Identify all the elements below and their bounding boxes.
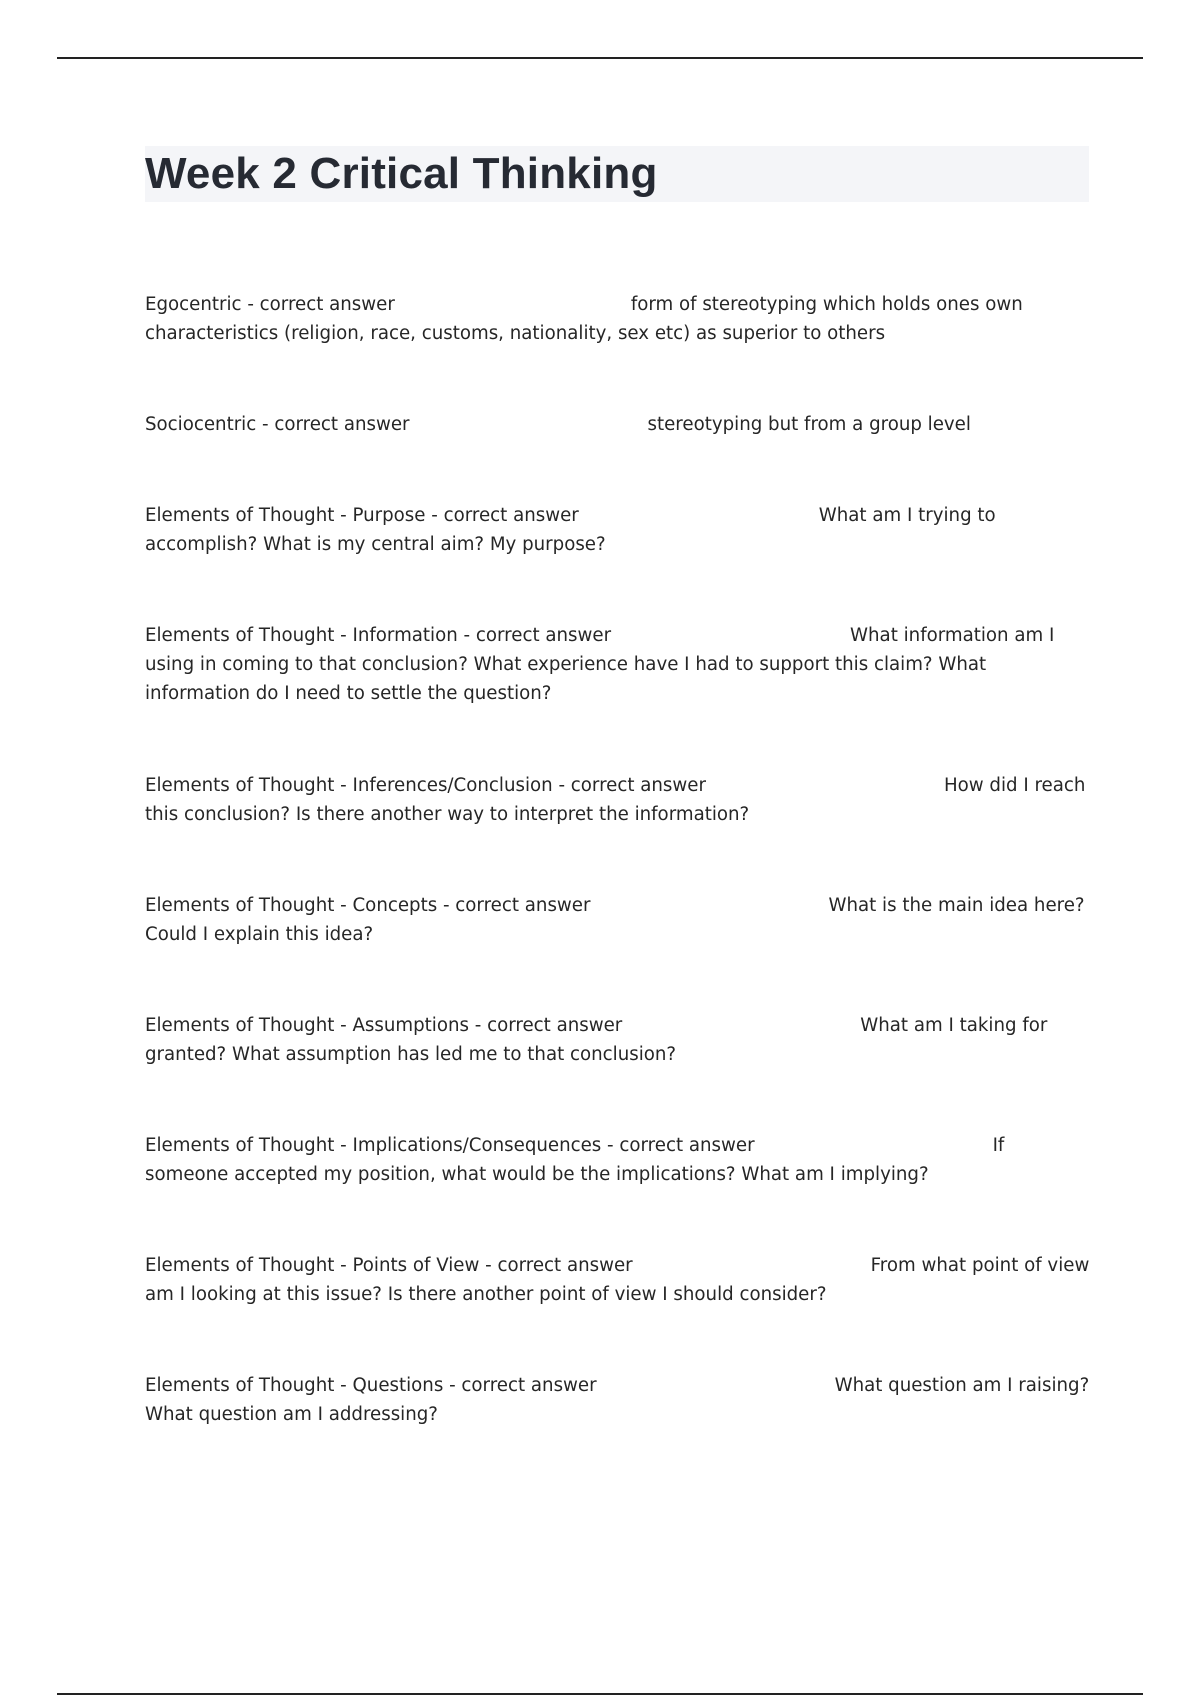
card-term: Elements of Thought - Implications/Consequences - correct answer [145,1135,755,1156]
card-term: Elements of Thought - Purpose - correct answer [145,505,579,526]
card-definition: What am I taking for granted? What assumption has led me to that conclusion? [145,1015,1048,1065]
flashcard-questions [145,1371,1090,1429]
card-term: Elements of Thought - Inferences/Conclusion - correct answer [145,775,706,796]
bottom-rule [57,1693,1143,1695]
flashcard-implications-consequences [145,1131,1090,1189]
card-definition: What is the main idea here? Could I explain this idea? [145,895,1085,945]
card-definition: How did I reach this conclusion? Is there another way to interpret the information? [145,775,1086,825]
flashcard-points-of-view [145,1251,1090,1309]
card-term: Elements of Thought - Concepts - correct answer [145,895,591,916]
card-definition: If someone accepted my position, what would be the implications? What am I implying? [145,1135,1005,1185]
card-definition: What question am I raising? What question am I addressing? [145,1375,1090,1425]
flashcard-assumptions [145,1011,1090,1069]
page-title: Week 2 Critical Thinking [145,149,658,198]
card-term: Elements of Thought - Questions - correct answer [145,1375,597,1396]
flashcard-purpose [145,501,1090,559]
card-term: Elements of Thought - Assumptions - correct answer [145,1015,623,1036]
card-term: Sociocentric - correct answer [145,414,410,435]
card-term: Egocentric - correct answer [145,294,395,315]
top-rule [57,57,1143,59]
card-definition: What information am I using in coming to that conclusion? What experience have I had to support this claim? What information do I need to settle the question? [145,625,1055,704]
flashcard-concepts [145,891,1090,949]
card-definition: From what point of view am I looking at this issue? Is there another point of view I should consider? [145,1255,1090,1305]
flashcard-information [145,621,1090,708]
card-definition: What am I trying to accomplish? What is my central aim? My purpose? [145,505,996,555]
card-definition: form of stereotyping which holds ones own characteristics (religion, race, customs, nationality, sex etc) as superior to others [145,294,1023,344]
card-term: Elements of Thought - Information - correct answer [145,625,612,646]
flashcard-sociocentric [145,410,1090,439]
flashcard-egocentric [145,290,1090,348]
card-term: Elements of Thought - Points of View - correct answer [145,1255,633,1276]
card-definition: stereotyping but from a group level [647,414,971,435]
flashcard-inferences-conclusion [145,771,1090,829]
